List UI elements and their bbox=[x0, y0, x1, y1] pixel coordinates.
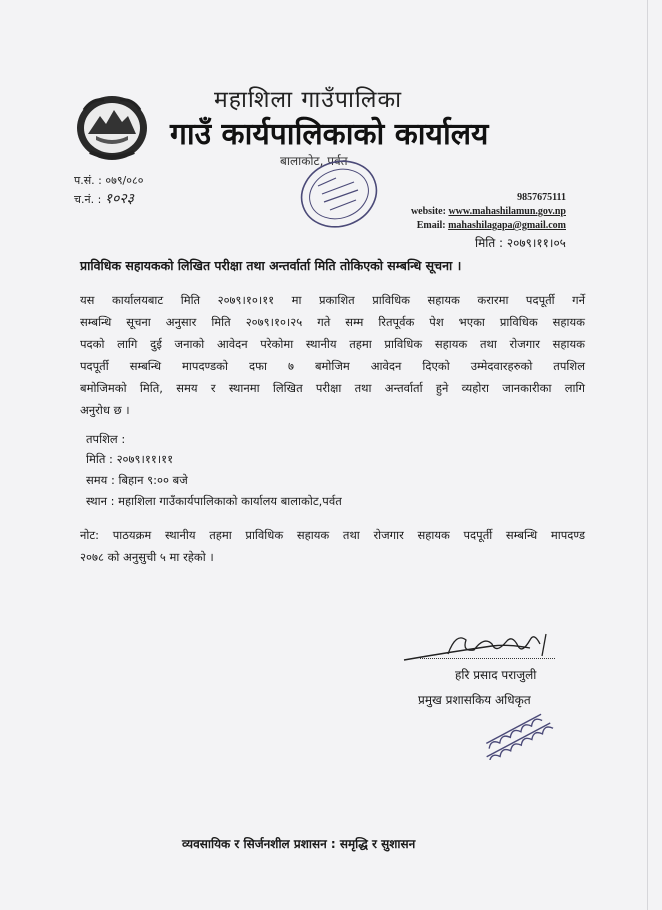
details-heading: तपशिल : bbox=[86, 432, 126, 446]
municipality-name: महाशिला गाउँपालिका bbox=[214, 87, 403, 113]
office-address: बालाकोट, पर्वत bbox=[280, 154, 348, 168]
website-label: website: bbox=[410, 206, 446, 217]
handwritten-signature bbox=[400, 626, 565, 666]
nepal-emblem-icon bbox=[74, 92, 150, 162]
notice-date: मिति : २०७९।११।०५ bbox=[475, 236, 566, 250]
body-line: यस कार्यालयबाट मिति २०७९।१०।११ मा प्रकाशित प्राविधिक सहायक करारमा पदपूर्ती गर्ने bbox=[80, 293, 585, 307]
note-line: नोट: पाठयक्रम स्थानीय तहमा प्राविधिक सहायक तथा रोजगार सहायक पदपूर्ती सम्बन्धि मापदण्ड bbox=[80, 528, 585, 542]
ref-value: ०७९/०८० bbox=[105, 174, 144, 187]
dispatch-label: च.नं. : bbox=[74, 193, 102, 206]
body-line: पदको लागि दुई जनाको आवेदन परेकोमा स्थानीय तहमा प्राविधिक सहायक तथा रोजगार सहायक bbox=[80, 337, 585, 351]
email-line bbox=[417, 220, 566, 231]
office-seal-stamp bbox=[296, 156, 382, 232]
dispatch-number bbox=[74, 189, 134, 208]
signatory-title: प्रमुख प्रशासकिय अधिकृत bbox=[418, 693, 531, 707]
website-line bbox=[411, 206, 566, 217]
reference-number bbox=[74, 173, 143, 188]
exam-time: समय : बिहान ९:०० बजे bbox=[86, 473, 188, 487]
signatory-name: हरि प्रसाद पराजुली bbox=[455, 668, 537, 682]
footer-motto: व्यवसायिक र सिर्जनशील प्रशासन : समृद्धि र सुशासन bbox=[182, 837, 416, 851]
exam-date: मिति : २०७९।११।११ bbox=[86, 452, 174, 466]
note-line: २०७८ को अनुसुची ५ मा रहेको । bbox=[80, 550, 214, 564]
exam-place: स्थान : महाशिला गाउँकार्यपालिकाको कार्यालय बालाकोट,पर्वत bbox=[86, 494, 342, 508]
paper-edge bbox=[647, 0, 648, 910]
dispatch-value: १०२३ bbox=[104, 191, 134, 207]
ref-label: प.सं. : bbox=[74, 174, 102, 187]
officer-stamp bbox=[468, 690, 578, 760]
notice-subject: प्राविधिक सहायकको लिखित परीक्षा तथा अन्तर्वार्ता मिति तोकिएको सम्बन्धि सूचना । bbox=[80, 258, 462, 273]
signature-line bbox=[420, 658, 555, 659]
email-label: Email: bbox=[416, 220, 446, 231]
body-line: बमोजिमको मिति, समय र स्थानमा लिखित परीक्षा तथा अन्तर्वार्ता हुने व्यहोरा जानकारीका लागि bbox=[80, 381, 585, 395]
body-line: पदपूर्ती सम्बन्धि मापदण्डको दफा ७ बमोजिम आवेदन दिएको उम्मेदवारहरुको तपशिल bbox=[80, 359, 585, 373]
office-name: गाउँ कार्यपालिकाको कार्यालय bbox=[170, 117, 489, 152]
body-line: सम्बन्धि सूचना अनुसार मिति २०७९।१०।२५ गते सम्म रितपूर्वक पेश भएका प्राविधिक सहायक bbox=[80, 315, 585, 329]
website-link[interactable]: www.mahashilamun.gov.np bbox=[448, 206, 566, 217]
email-link[interactable]: mahashilagapa@gmail.com bbox=[448, 220, 566, 231]
body-line: अनुरोध छ । bbox=[80, 403, 130, 417]
phone-number: 9857675111 bbox=[517, 192, 566, 203]
